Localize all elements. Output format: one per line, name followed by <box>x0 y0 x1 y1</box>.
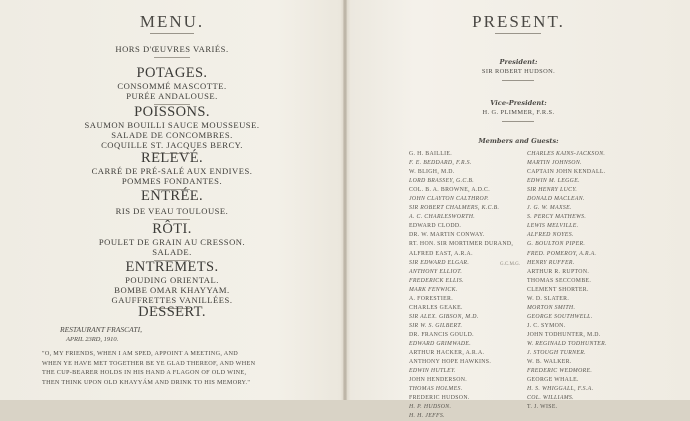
dish: SAUMON BOUILLI SAUCE MOUSSEUSE. <box>84 120 260 130</box>
course-title: POTAGES. <box>136 65 208 81</box>
attendee-name: FREDERIC HUDSON. <box>409 395 470 402</box>
attendee-name: COL. WILLIAMS. <box>527 395 574 402</box>
attendee-name: LORD BRASSEY, G.C.B. <box>409 178 475 185</box>
section-entremets <box>22 260 322 309</box>
attendee-name: FREDERIC WEDMORE. <box>527 368 593 375</box>
attendee-name: W. REGINALD TODHUNTER. <box>527 340 607 347</box>
attendee-name: GEORGE WHALE. <box>527 377 579 384</box>
quote-line: THE CUP-BEARER HOLDS IN HIS HAND A FLAGON OF OLD WINE, <box>42 369 247 376</box>
president-name: SIR ROBERT HUDSON. <box>481 68 556 75</box>
attendee-name: S. PERCY MATHEWS. <box>527 214 587 221</box>
dish: RIS DE VEAU TOULOUSE. <box>115 206 229 216</box>
attendee-name: T. J. WISE. <box>527 404 558 411</box>
attendee-name: GEORGE SOUTHWELL. <box>527 313 593 320</box>
section-rule <box>154 219 190 220</box>
attendee-name: A. C. CHARLESWORTH. <box>409 214 476 221</box>
attendee-name: SIR EDWARD ELGAR. <box>409 259 470 266</box>
attendee-name: SIR ROBERT CHALMERS, K.C.B. <box>409 205 500 212</box>
section-hors-doeuvres <box>22 44 322 58</box>
attendee-name: J. STOUGH TURNER. <box>527 350 586 357</box>
course-title: DESSERT. <box>138 304 206 320</box>
attendee-name: H. S. WHIGGALL, F.S.A. <box>527 386 594 393</box>
attendee-name: MARK FENWICK. <box>409 286 458 293</box>
attendee-name: ARTHUR R. RUPTON. <box>527 268 590 275</box>
attendee-name: G. H. BAILLIE. <box>409 151 453 157</box>
members-column-right <box>527 150 607 412</box>
attendee-name: THOMAS SECCOMBE. <box>527 277 592 284</box>
course-title: RELEVÉ. <box>141 150 203 166</box>
attendee-name: MORTON SMITH. <box>527 304 576 311</box>
attendee-name: LEWIS MELVILLE. <box>527 223 579 230</box>
attendee-name: SIR HENRY LUCY. <box>527 187 578 194</box>
attendee-name: ANTHONY HOPE HAWKINS. <box>409 359 492 366</box>
attendee-name: SIR ALEX. GIBSON, M.D. <box>409 313 479 320</box>
attendee-name: FREDERICK ELLIS. <box>409 277 464 284</box>
dish: POMMES FONDANTES. <box>121 176 223 186</box>
attendee-name: SIR W. S. GILBERT. <box>409 322 463 329</box>
members-column-left <box>409 150 513 421</box>
dish: POULET DE GRAIN AU CRESSON. <box>98 237 246 247</box>
attendee-name: EDWIN M. LEGGE. <box>527 178 580 185</box>
attendee-name: F. E. BEDDARD, F.R.S. <box>409 160 472 167</box>
dish: GAUFFRETTES VANILLÉES. <box>111 295 233 305</box>
menu-heading-rule <box>150 33 194 34</box>
dish: SALADE DE CONCOMBRES. <box>111 130 233 140</box>
course-title: ENTREMETS. <box>125 259 219 275</box>
section-rule <box>154 57 190 58</box>
course-title: POISSONS. <box>134 104 210 120</box>
dinner-date: APRIL 23RD, 1910. <box>66 336 119 343</box>
present-heading: PRESENT. <box>472 12 565 31</box>
attendee-name: ALFRED EAST, A.R.A. <box>409 250 473 257</box>
attendee-name: DR. W. MARTIN CONWAY. <box>409 232 485 239</box>
attendee-name: G. BOULTON PIPER. <box>527 241 586 248</box>
attendee-name: JOHN CLAYTON CALTHROP. <box>409 196 490 203</box>
attendee-name: THOMAS HOLMES. <box>409 386 463 393</box>
president-label: President: <box>499 58 538 66</box>
dish: SALADE. <box>152 247 192 257</box>
dish: PURÉE ANDALOUSE. <box>126 91 218 101</box>
section-potages <box>22 66 322 105</box>
divider-rule <box>502 121 534 122</box>
attendee-name: CHARLES GEAKE. <box>409 304 463 311</box>
attendee-name: J. C. SYMON. <box>527 322 566 329</box>
vice-president-name: H. G. PLIMMER, F.R.S. <box>482 109 555 116</box>
menu-page <box>0 0 344 400</box>
section-roti <box>22 222 322 261</box>
restaurant-name: RESTAURANT FRASCATI, <box>60 325 142 334</box>
attendee-name: FRED. POMEROY, A.R.A. <box>527 250 597 257</box>
dish: COQUILLE ST. JACQUES BERCY. <box>101 140 243 150</box>
attendee-name: H. P. HUDSON. <box>409 404 452 411</box>
attendee-name: H. H. JEFFS. <box>409 413 445 420</box>
vice-president-label: Vice-President: <box>490 99 547 107</box>
section-entree <box>22 189 322 220</box>
divider-rule <box>502 80 534 81</box>
present-heading-rule <box>495 33 541 34</box>
attendee-name: CHARLES KAINS-JACKSON. <box>527 151 606 157</box>
attendee-name: RT. HON. SIR MORTIMER DURAND, <box>409 241 514 248</box>
attendee-name: DR. FRANCIS GOULD. <box>409 331 474 338</box>
section-dessert <box>22 305 322 320</box>
attendee-name: J. G. W. MAXSE. <box>527 205 572 212</box>
attendee-name: EDWARD CLODD. <box>409 223 462 230</box>
attendee-name: ALFRED NOYES. <box>527 232 574 239</box>
section-poissons <box>22 105 322 154</box>
dish: HORS D'ŒUVRES VARIÉS. <box>115 44 229 54</box>
attendee-name: W. B. WALKER. <box>527 359 572 366</box>
attendee-name: ARTHUR HACKER, A.R.A. <box>409 350 485 357</box>
attendee-name: JOHN TODHUNTER, M.D. <box>527 331 601 338</box>
attendee-name: W. D. SLATER. <box>527 295 570 302</box>
attendee-name: EDWIN HUTLEY. <box>409 368 456 375</box>
dish: CARRÉ DE PRÉ-SALÉ AUX ENDIVES. <box>91 166 253 176</box>
quote-line: WHEN YE HAVE MET TOGETHER BE YE GLAD THEREOF, AND WHEN <box>42 359 256 367</box>
members-label: Members and Guests: <box>478 137 559 145</box>
khayyam-quote <box>42 349 302 387</box>
dish: POUDING ORIENTAL. <box>125 275 219 285</box>
attendee-name: MARTIN JOHNSON. <box>527 160 582 167</box>
attendee-name: EDWARD GRIMWADE. <box>409 340 472 347</box>
section-releve <box>22 151 322 190</box>
attendee-name: COL. B. A. BROWNE, A.D.C. <box>409 187 491 194</box>
course-title: RÔTI. <box>152 221 192 237</box>
dish: CONSOMMÉ MASCOTTE. <box>117 81 227 91</box>
attendee-name: A. FORESTIER. <box>409 295 454 302</box>
course-title: ENTRÉE. <box>141 188 203 204</box>
attendees-page <box>347 0 690 420</box>
quote-line: THEN THINK UPON OLD KHAYYÁM AND DRINK TO HIS MEMORY." <box>42 378 251 386</box>
attendee-name: HENRY RUFFER. <box>527 259 575 266</box>
attendee-name: W. BLIGH, M.D. <box>409 169 455 176</box>
attendee-name: ANTHONY ELLIOT. <box>409 268 463 275</box>
attendee-name: JOHN HENDERSON. <box>409 377 468 384</box>
menu-heading: MENU. <box>139 12 205 31</box>
restaurant-caption <box>60 325 142 345</box>
attendee-name: CLEMENT SHORTER. <box>527 286 589 293</box>
attendee-name: CAPTAIN JOHN KENDALL. <box>527 169 606 176</box>
quote-line: "O, MY FRIENDS, WHEN I AM SPED, APPOINT A MEETING, AND <box>42 350 238 357</box>
dish: BOMBE OMAR KHAYYAM. <box>114 285 230 295</box>
attendee-name: DONALD MACLEAN. <box>527 196 585 203</box>
durand-honours: G.C.M.G. <box>500 262 521 267</box>
